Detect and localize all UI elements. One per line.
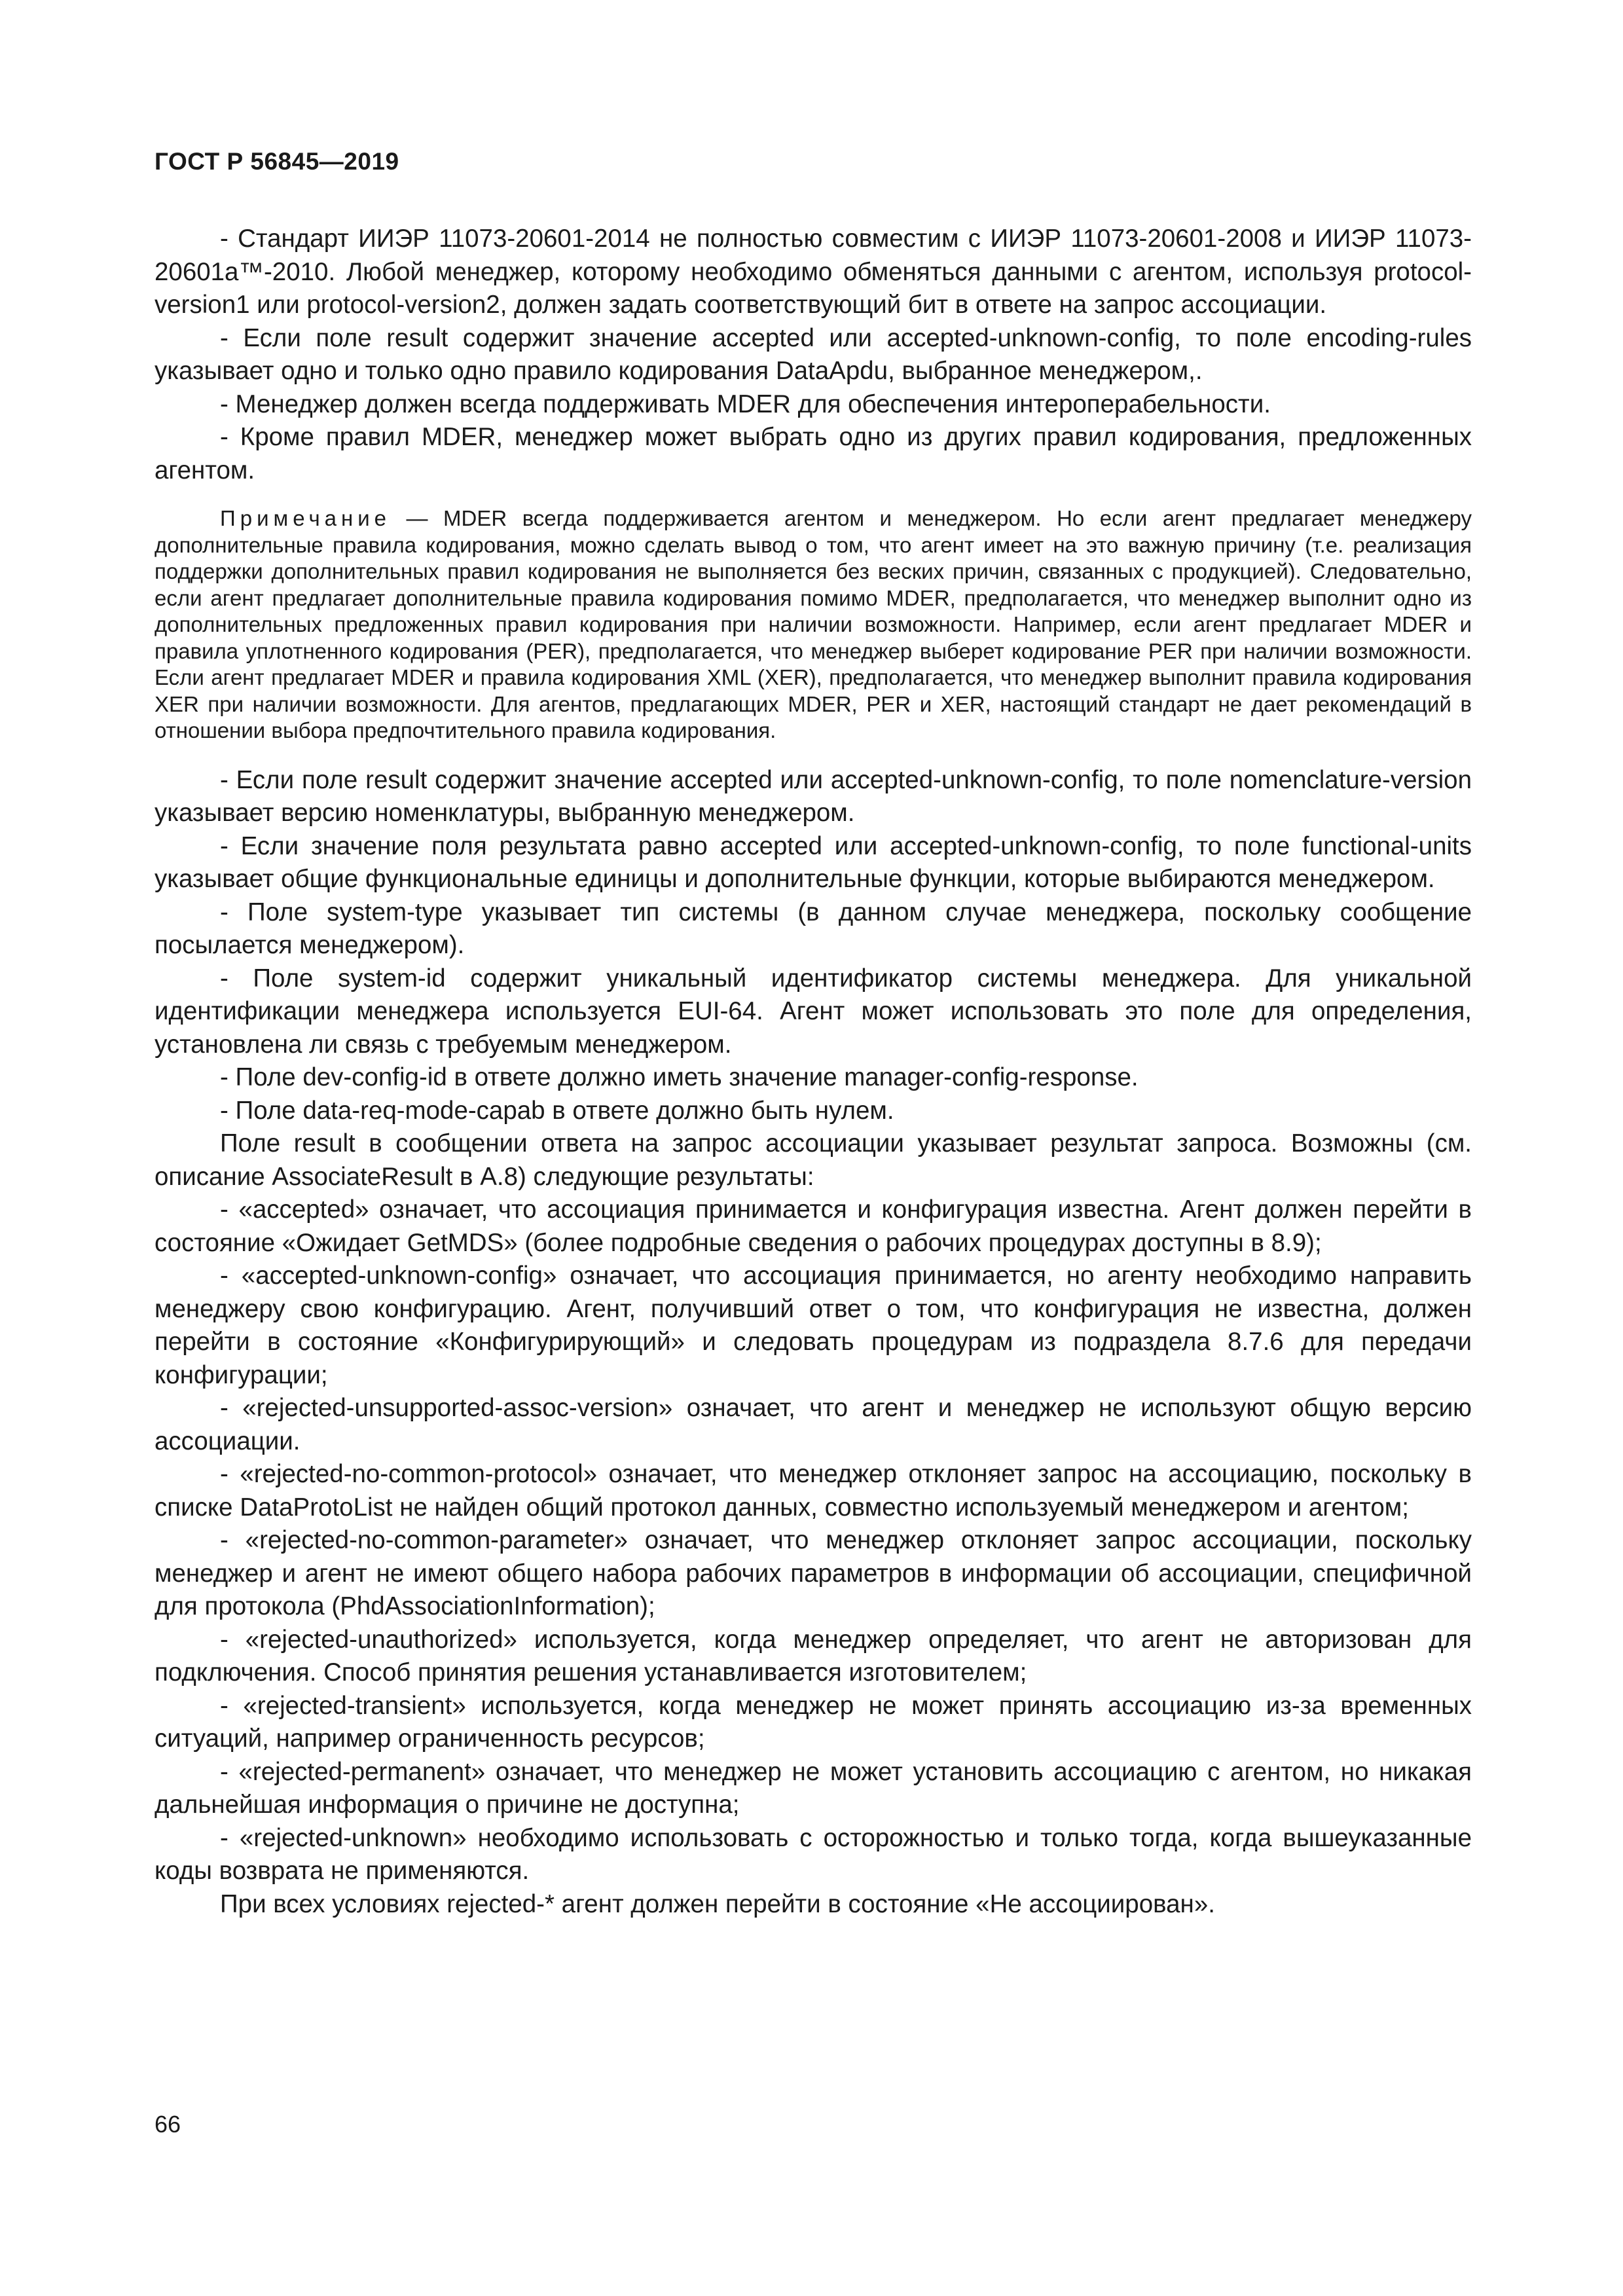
paragraph: - «rejected-no-common-protocol» означает, что менеджер отклоняет запрос на ассоциацию, поскольку в списке DataProtoList не найден общий протокол данных, совместно используемый менеджером и агентом;: [155, 1460, 1472, 1522]
paragraph: - «rejected-permanent» означает, что менеджер не может установить ассоциацию с агентом, но никакая дальнейшая информация о причине не доступна;: [155, 1757, 1472, 1819]
note: [155, 505, 1472, 744]
paragraph: - Кроме правил MDER, менеджер может выбрать одно из других правил кодирования, предложенных агентом.: [155, 423, 1472, 484]
paragraph: - «rejected-unknown» необходимо использовать с осторожностью и только тогда, когда вышеуказанные коды возврата не применяются.: [155, 1823, 1472, 1885]
paragraph: При всех условиях rejected-* агент должен перейти в состояние «Не ассоциирован».: [220, 1889, 1215, 1918]
paragraph: - «rejected-transient» используется, когда менеджер не может принять ассоциацию из-за временных ситуаций, например ограниченность ресурсов;: [155, 1691, 1472, 1753]
paragraph: - «rejected-unsupported-assoc-version» означает, что агент и менеджер не используют общую версию ассоциации.: [155, 1394, 1472, 1455]
paragraph: - Если значение поля результата равно accepted или accepted-unknown-config, то поле functional-units указывает общие функциональные единицы и дополнительные функции, которые выбираются менеджером.: [155, 831, 1472, 893]
paragraph: Поле result в сообщении ответа на запрос ассоциации указывает результат запроса. Возможны (см. описание AssociateResult в А.8) следующие результаты:: [155, 1129, 1472, 1191]
paragraph: - Если поле result содержит значение accepted или accepted-unknown-config, то поле encoding-rules указывает одно и только одно правило кодирования DataApdu, выбранное менеджером,.: [155, 323, 1472, 385]
page-number: 66: [155, 2111, 181, 2138]
note-text: — MDER всегда поддерживается агентом и менеджером. Но если агент предлагает менеджеру дополнительные правила кодирования, можно сделать вывод о том, что агент имеет на это важную причину (т.е. реализация поддержки дополнительных правил кодирования не выполняется без веских причин, связанных с продукцией). Следовательно, если агент предлагает дополнительные правила кодирования помимо MDER, предполагается, что менеджер выполнит одно из дополнительных предложенных правил кодирования при наличии возможности. Например, если агент предлагает MDER и правила уплотненного кодирования (PER), предполагается, что менеджер выберет кодирование PER при наличии возможности. Если агент предлагает MDER и правила кодирования XML (XER), предполагается, что менеджер выполнит правила кодирования XER при наличии возможности. Для агентов, предлагающих MDER, PER и XER, настоящий стандарт не дает рекомендаций в отношении выбора предпочтительного правила кодирования.: [155, 506, 1472, 742]
paragraph: - «rejected-no-common-parameter» означает, что менеджер отклоняет запрос ассоциации, поскольку менеджер и агент не имеют общего набора рабочих параметров в информации об ассоциации, специфичной для протокола (PhdAssociationInformation);: [155, 1526, 1472, 1620]
paragraph: - Поле data-req-mode-capab в ответе должно быть нулем.: [220, 1096, 894, 1125]
paragraph: - Поле dev-config-id в ответе должно иметь значение manager-config-response.: [220, 1063, 1139, 1091]
paragraph: - Стандарт ИИЭР 11073-20601-2014 не полностью совместим с ИИЭР 11073-20601-2008 и ИИЭР 11073-20601a™-2010. Любой менеджер, которому необходимо обменяться данными с агентом, используя protocol-version1 или protocol-version2, должен задать соответствующий бит в ответе на запрос ассоциации.: [155, 225, 1472, 319]
paragraph: - «accepted-unknown-config» означает, что ассоциация принимается, но агенту необходимо направить менеджеру свою конфигурацию. Агент, получивший ответ о том, что конфигурация не известна, должен перейти в состояние «Конфигурирующий» и следовать процедурам из подраздела 8.7.6 для передачи конфигурации;: [155, 1262, 1472, 1389]
paragraph: - Поле system-type указывает тип системы (в данном случае менеджера, поскольку сообщение посылается менеджером).: [155, 898, 1472, 959]
body-text: [155, 223, 1472, 1921]
paragraph: - «accepted» означает, что ассоциация принимается и конфигурация известна. Агент должен перейти в состояние «Ожидает GetMDS» (более подробные сведения о рабочих процедурах доступны в 8.9);: [155, 1195, 1472, 1257]
standard-header: ГОСТ Р 56845—2019: [155, 148, 399, 175]
paragraph: - Если поле result содержит значение accepted или accepted-unknown-config, то поле nomenclature-version указывает версию номенклатуры, выбранную менеджером.: [155, 765, 1472, 827]
paragraph: - Менеджер должен всегда поддерживать MDER для обеспечения интероперабельности.: [220, 390, 1271, 418]
note-label: Примечание: [220, 506, 392, 530]
paragraph: - «rejected-unauthorized» используется, когда менеджер определяет, что агент не авторизован для подключения. Способ принятия решения устанавливается изготовителем;: [155, 1625, 1472, 1686]
paragraph: - Поле system-id содержит уникальный идентификатор системы менеджера. Для уникальной идентификации менеджера используется EUI-64. Агент может использовать это поле для определения, установлена ли связь с требуемым менеджером.: [155, 964, 1472, 1059]
